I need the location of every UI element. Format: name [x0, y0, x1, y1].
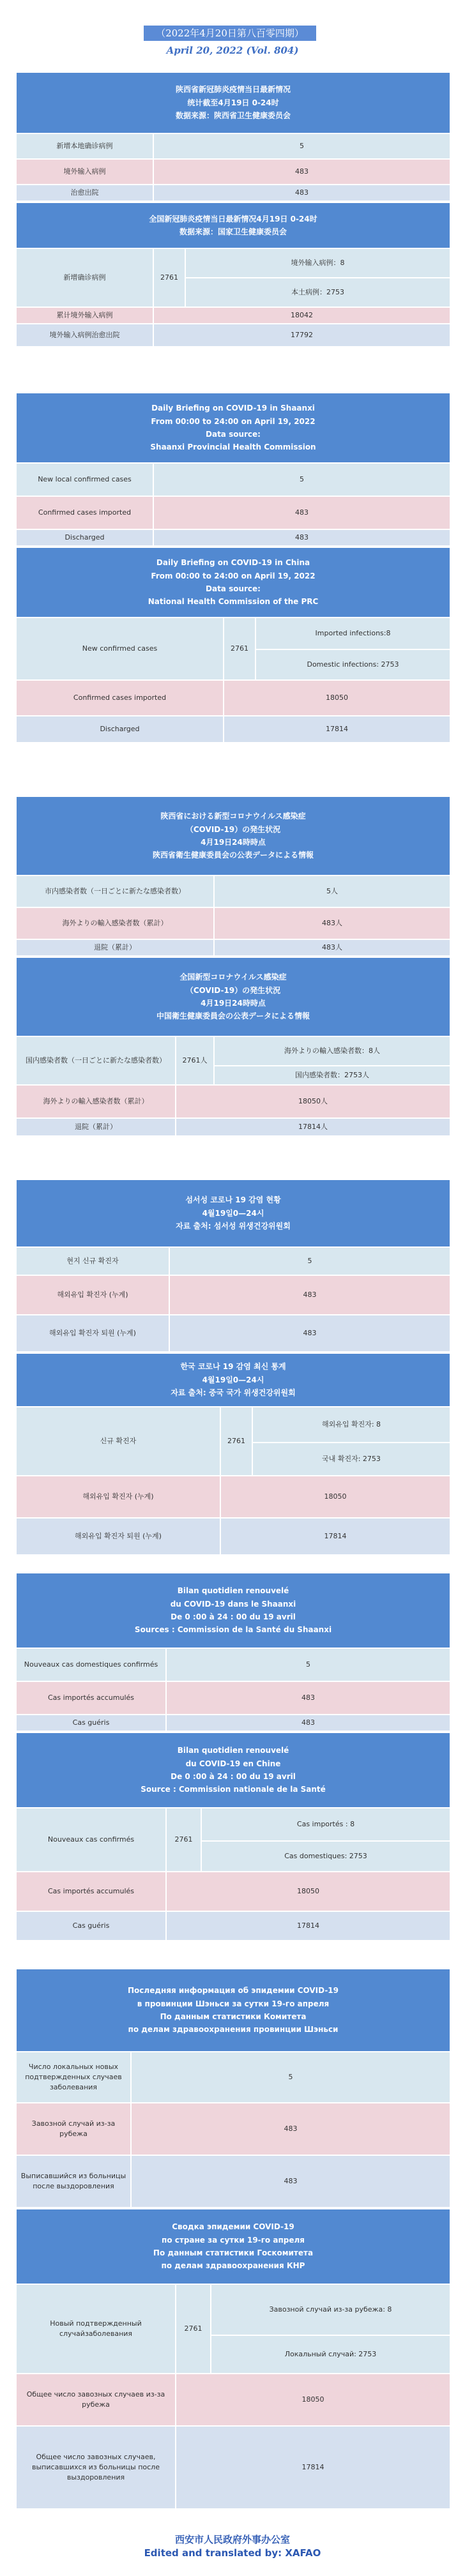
header-line: （COVID-19）の発生状況	[185, 824, 281, 834]
row-label: 해외유입 확진자 (누계)	[16, 1275, 169, 1315]
header-line: Сводка эпидемии COVID-19	[172, 2222, 294, 2232]
row-value: 17814	[176, 2426, 450, 2509]
header-line: 全国新冠肺炎疫情当日最新情况4月19日 0-24时	[149, 214, 317, 224]
row-label: Выписавшийся из больницы после выздоровления	[16, 2155, 131, 2208]
row-value: 18050	[176, 2374, 450, 2426]
row-value: 17814人	[176, 1118, 450, 1136]
ja-china-header	[16, 957, 450, 1036]
header-line: De 0 :00 à 24 : 00 du 19 avril	[171, 1772, 296, 1781]
row-value: 483	[166, 1681, 450, 1715]
row-label: 新增确诊病例	[16, 248, 153, 307]
row-label: 境外输入病例	[16, 159, 153, 185]
row-label: Число локальных новых подтвержденных случаев заболевания	[16, 2052, 131, 2103]
header-line: 자료 출처: 중국 국가 위생건강위원회	[171, 1388, 296, 1398]
header-line: 자료 출처: 섬서성 위생건강위원회	[176, 1222, 291, 1231]
top-fragment	[0, 0, 102, 4]
row-total: 2761	[224, 617, 255, 680]
row-label: 현지 신규 확진자	[16, 1247, 169, 1275]
row-label: 新增本地确诊病例	[16, 133, 153, 159]
header-line: 统计截至4月19日 0-24时	[187, 98, 279, 107]
row-value: 483	[169, 1275, 450, 1315]
ko-shaanxi-table	[15, 1179, 451, 1352]
row-value: 483人	[214, 907, 450, 939]
header-line: 4月19日24時時点	[201, 838, 266, 847]
row-value: 483	[131, 2155, 450, 2208]
en-china-table	[15, 547, 451, 743]
row-value: 5	[166, 1648, 450, 1681]
row-label: Новый подтвержденный случайзаболевания	[16, 2284, 176, 2374]
header-line: Data source:	[206, 430, 261, 439]
row-value: 483	[131, 2103, 450, 2155]
header-line: в провинции Шэньси за сутки 19-го апреля	[137, 1999, 330, 2008]
row-value: 483	[166, 1715, 450, 1731]
row-label: 海外よりの輸入感染者数（累計）	[16, 907, 214, 939]
ru-section	[15, 1968, 450, 2510]
header-line: 4월19일0—24시	[202, 1208, 264, 1218]
row-label: 해외유입 확진자 (누계)	[16, 1476, 220, 1518]
header-line: Shaanxi Provincial Health Commission	[150, 443, 316, 452]
en-shaanxi-table	[15, 392, 451, 547]
en-shaanxi-header	[16, 393, 450, 463]
row-sub: Cas importés : 8	[201, 1808, 450, 1841]
issue-date: April 20, 2022 (Vol. 804)	[166, 45, 299, 56]
row-value: 18050	[220, 1476, 450, 1518]
zh-shaanxi-table	[15, 72, 451, 202]
ru-shaanxi-header	[16, 1969, 450, 2052]
ko-section	[15, 1179, 450, 1556]
header-line: From 00:00 to 24:00 on April 19, 2022	[151, 416, 316, 426]
header-line: 数据来源：陕西省卫生健康委员会	[176, 111, 291, 121]
row-label: Общее число завозных случаев из-за рубежа	[16, 2374, 176, 2426]
header-line: По данным статистики Госкомитета	[153, 2248, 314, 2257]
ja-section	[15, 796, 450, 1137]
row-sub: 国内感染者数：2753人	[214, 1066, 450, 1085]
row-value: 483	[169, 1315, 450, 1352]
footer	[0, 2533, 465, 2559]
row-value: 17814	[220, 1518, 450, 1555]
zh-china-header	[16, 202, 450, 248]
row-label: 海外よりの輸入感染者数（累計）	[16, 1085, 176, 1118]
row-label: Завозной случай из-за рубежа	[16, 2103, 131, 2155]
ru-china-table	[15, 2208, 451, 2510]
zh-shaanxi-header	[16, 72, 450, 133]
row-label: 国内感染者数（一日ごとに新たな感染者数）	[16, 1036, 176, 1085]
header-line: Sources : Commission de la Santé du Shaanxi	[134, 1625, 332, 1635]
header-line: From 00:00 to 24:00 on April 19, 2022	[151, 571, 316, 580]
header-line: По данным статистики Комитета	[160, 2012, 307, 2021]
header-line: Daily Briefing on COVID-19 in Shaanxi	[151, 404, 315, 413]
header-line: 4월19일0—24시	[202, 1375, 264, 1384]
row-sub: Завозной случай из-за рубежа: 8	[211, 2284, 450, 2335]
en-china-header	[16, 547, 450, 617]
ja-china-table	[15, 957, 451, 1137]
header-line: Bilan quotidien renouvelé	[177, 1746, 289, 1755]
row-label: 退院（累計）	[16, 1118, 176, 1136]
header-line: National Health Commission of the PRC	[148, 597, 319, 607]
row-value: 483	[153, 185, 450, 201]
row-value: 17792	[153, 324, 450, 347]
header-line: 陝西省における新型コロナウイルス感染症	[160, 812, 306, 821]
row-value: 18050	[166, 1872, 450, 1911]
fr-china-table	[15, 1732, 451, 1941]
header-line: Source : Commission nationale de la Santé	[141, 1785, 326, 1794]
fr-china-header	[16, 1732, 450, 1808]
header-line: по делам здравоохранения КНР	[161, 2261, 305, 2271]
row-value: 5	[131, 2052, 450, 2103]
zh-china-table	[15, 202, 451, 347]
row-value: 17814	[224, 716, 450, 743]
row-label: 累计境外输入病例	[16, 307, 153, 324]
row-total: 2761	[153, 248, 185, 307]
fr-shaanxi-header	[16, 1573, 450, 1648]
row-label: 市内感染者数（一日ごとに新たな感染者数）	[16, 875, 214, 907]
ja-shaanxi-header	[16, 796, 450, 875]
row-label: Cas guéris	[16, 1911, 166, 1941]
row-value: 18042	[153, 307, 450, 324]
row-label: Nouveaux cas domestiques confirmés	[16, 1648, 166, 1681]
row-label: Discharged	[16, 716, 224, 743]
header-line: Daily Briefing on COVID-19 in China	[156, 558, 310, 568]
header-line: De 0 :00 à 24 : 00 du 19 avril	[171, 1612, 296, 1621]
header-line: （COVID-19）の発生状況	[185, 985, 281, 995]
header-line: 한국 코로나 19 감염 최신 통계	[180, 1362, 286, 1372]
header-line: Bilan quotidien renouvelé	[177, 1586, 289, 1596]
row-value: 483	[153, 496, 450, 529]
row-value: 17814	[166, 1911, 450, 1941]
row-label: 治愈出院	[16, 185, 153, 201]
row-value: 18050人	[176, 1085, 450, 1118]
header-line: Data source:	[206, 584, 261, 593]
row-sub: 해외유입 확진자: 8	[252, 1407, 450, 1443]
row-total: 2761人	[176, 1036, 214, 1085]
row-label: New confirmed cases	[16, 617, 224, 680]
header-line: 4月19日24時時点	[201, 999, 266, 1008]
row-value: 5人	[214, 875, 450, 907]
header-line: по стране за сутки 19-го апреля	[162, 2235, 305, 2245]
ko-china-table	[15, 1352, 451, 1556]
row-label: 해외유입 확진자 퇴원 (누계)	[16, 1518, 220, 1555]
row-value: 483	[153, 159, 450, 185]
row-sub: 境外输入病例：8	[185, 248, 450, 278]
footer-credit: Edited and translated by: XAFAO	[144, 2547, 321, 2559]
row-label: 境外输入病例治愈出院	[16, 324, 153, 347]
row-sub: Cas domestiques: 2753	[201, 1841, 450, 1872]
row-label: Общее число завозных случаев, выписавшихся из больницы после выздоровления	[16, 2426, 176, 2509]
ru-china-header	[16, 2209, 450, 2284]
header-line: 陕西省新冠肺炎疫情当日最新情况	[176, 85, 291, 95]
row-label: 退院（累計）	[16, 939, 214, 956]
row-label: Cas importés accumulés	[16, 1872, 166, 1911]
row-value: 5	[153, 463, 450, 496]
row-total: 2761	[166, 1808, 201, 1872]
row-label: Confirmed cases imported	[16, 496, 153, 529]
fr-section	[15, 1572, 450, 1941]
header-line: 中国衛生健康委員会の公表データによる情報	[156, 1011, 310, 1021]
row-label: 해외유입 확진자 퇴원 (누계)	[16, 1315, 169, 1352]
footer-office: 西安市人民政府外事办公室	[174, 2534, 290, 2545]
fr-shaanxi-table	[15, 1572, 451, 1732]
ko-shaanxi-header	[16, 1179, 450, 1247]
row-label: Cas guéris	[16, 1715, 166, 1731]
ru-shaanxi-table	[15, 1968, 451, 2208]
row-sub: Domestic infections: 2753	[255, 649, 450, 680]
header-line: по делам здравоохранения провинции Шэньси	[128, 2025, 339, 2034]
row-label: New local confirmed cases	[16, 463, 153, 496]
header-line: du COVID-19 dans le Shaanxi	[170, 1599, 296, 1609]
header-line: 섬서성 코로나 19 감염 현황	[185, 1195, 281, 1205]
row-total: 2761	[176, 2284, 211, 2374]
issue-label: （2022年4月20日第八百零四期）	[144, 26, 316, 41]
row-value: 18050	[224, 680, 450, 716]
header-line: 全国新型コロナウイルス感染症	[179, 973, 287, 982]
ko-china-header	[16, 1353, 450, 1407]
row-label: Cas importés accumulés	[16, 1681, 166, 1715]
row-label: Confirmed cases imported	[16, 680, 224, 716]
row-sub: Локальный случай: 2753	[211, 2335, 450, 2374]
row-sub: 국내 확진자: 2753	[252, 1443, 450, 1476]
row-label: Nouveaux cas confirmés	[16, 1808, 166, 1872]
row-label: Discharged	[16, 529, 153, 546]
row-sub: Imported infections:8	[255, 617, 450, 649]
row-value: 483	[153, 529, 450, 546]
row-sub: 本土病例：2753	[185, 278, 450, 307]
row-value: 5	[169, 1247, 450, 1275]
row-sub: 海外よりの輸入感染者数：8人	[214, 1036, 450, 1066]
en-section	[15, 392, 450, 743]
header-line: du COVID-19 en Chine	[185, 1759, 281, 1768]
header-line: 数据来源：国家卫生健康委员会	[179, 227, 287, 236]
row-total: 2761	[220, 1407, 252, 1476]
ja-shaanxi-table	[15, 796, 451, 957]
row-label: 신규 확진자	[16, 1407, 220, 1476]
header-line: 陝西省衛生健康委員会の公表データによる情報	[153, 851, 314, 860]
row-value: 5	[153, 133, 450, 159]
row-value: 483人	[214, 939, 450, 956]
zh-section	[15, 72, 450, 347]
header-line: Последняя информация об эпидемии COVID-19	[128, 1986, 339, 1996]
